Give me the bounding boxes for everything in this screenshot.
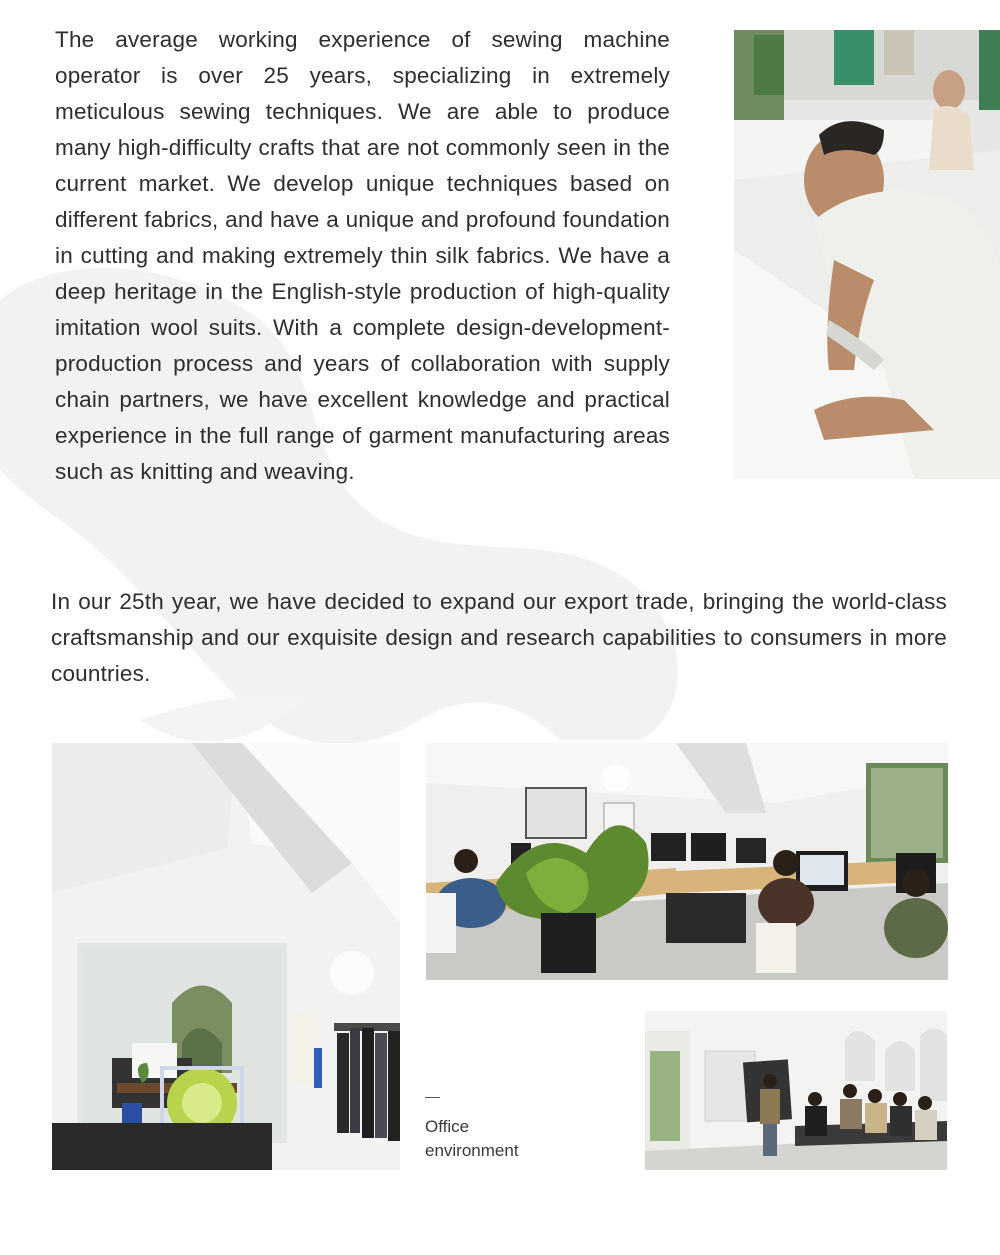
gallery-caption	[425, 1097, 575, 1163]
caption-dash	[425, 1097, 440, 1098]
office-entrance-photo	[52, 743, 400, 1170]
tailor-cutting-fabric-photo	[734, 30, 1000, 479]
caption-line-2: environment	[425, 1141, 519, 1160]
meeting-room-photo	[645, 1011, 947, 1170]
open-office-photo	[426, 743, 948, 980]
caption-line-1: Office	[425, 1117, 470, 1136]
craftsmanship-paragraph: The average working experience of sewing machine operator is over 25 years, specializing in extremely meticulous sewing techniques. We are able to produce many high-difficulty crafts that are not commonly seen in the current market. We develop unique techniques based on different fabrics, and have a unique and profound foundation in cutting and making extremely thin silk fabrics. We have a deep heritage in the English-style production of high-quality imitation wool suits. With a complete design-development-production process and years of collaboration with supply chain partners, we have excellent knowledge and practical experience in the full range of garment manufacturing areas such as knitting and weaving.	[55, 27, 670, 484]
export-paragraph: In our 25th year, we have decided to expand our export trade, bringing the world-class craftsmanship and our exquisite design and research capabilities to consumers in more countries.	[51, 589, 947, 686]
